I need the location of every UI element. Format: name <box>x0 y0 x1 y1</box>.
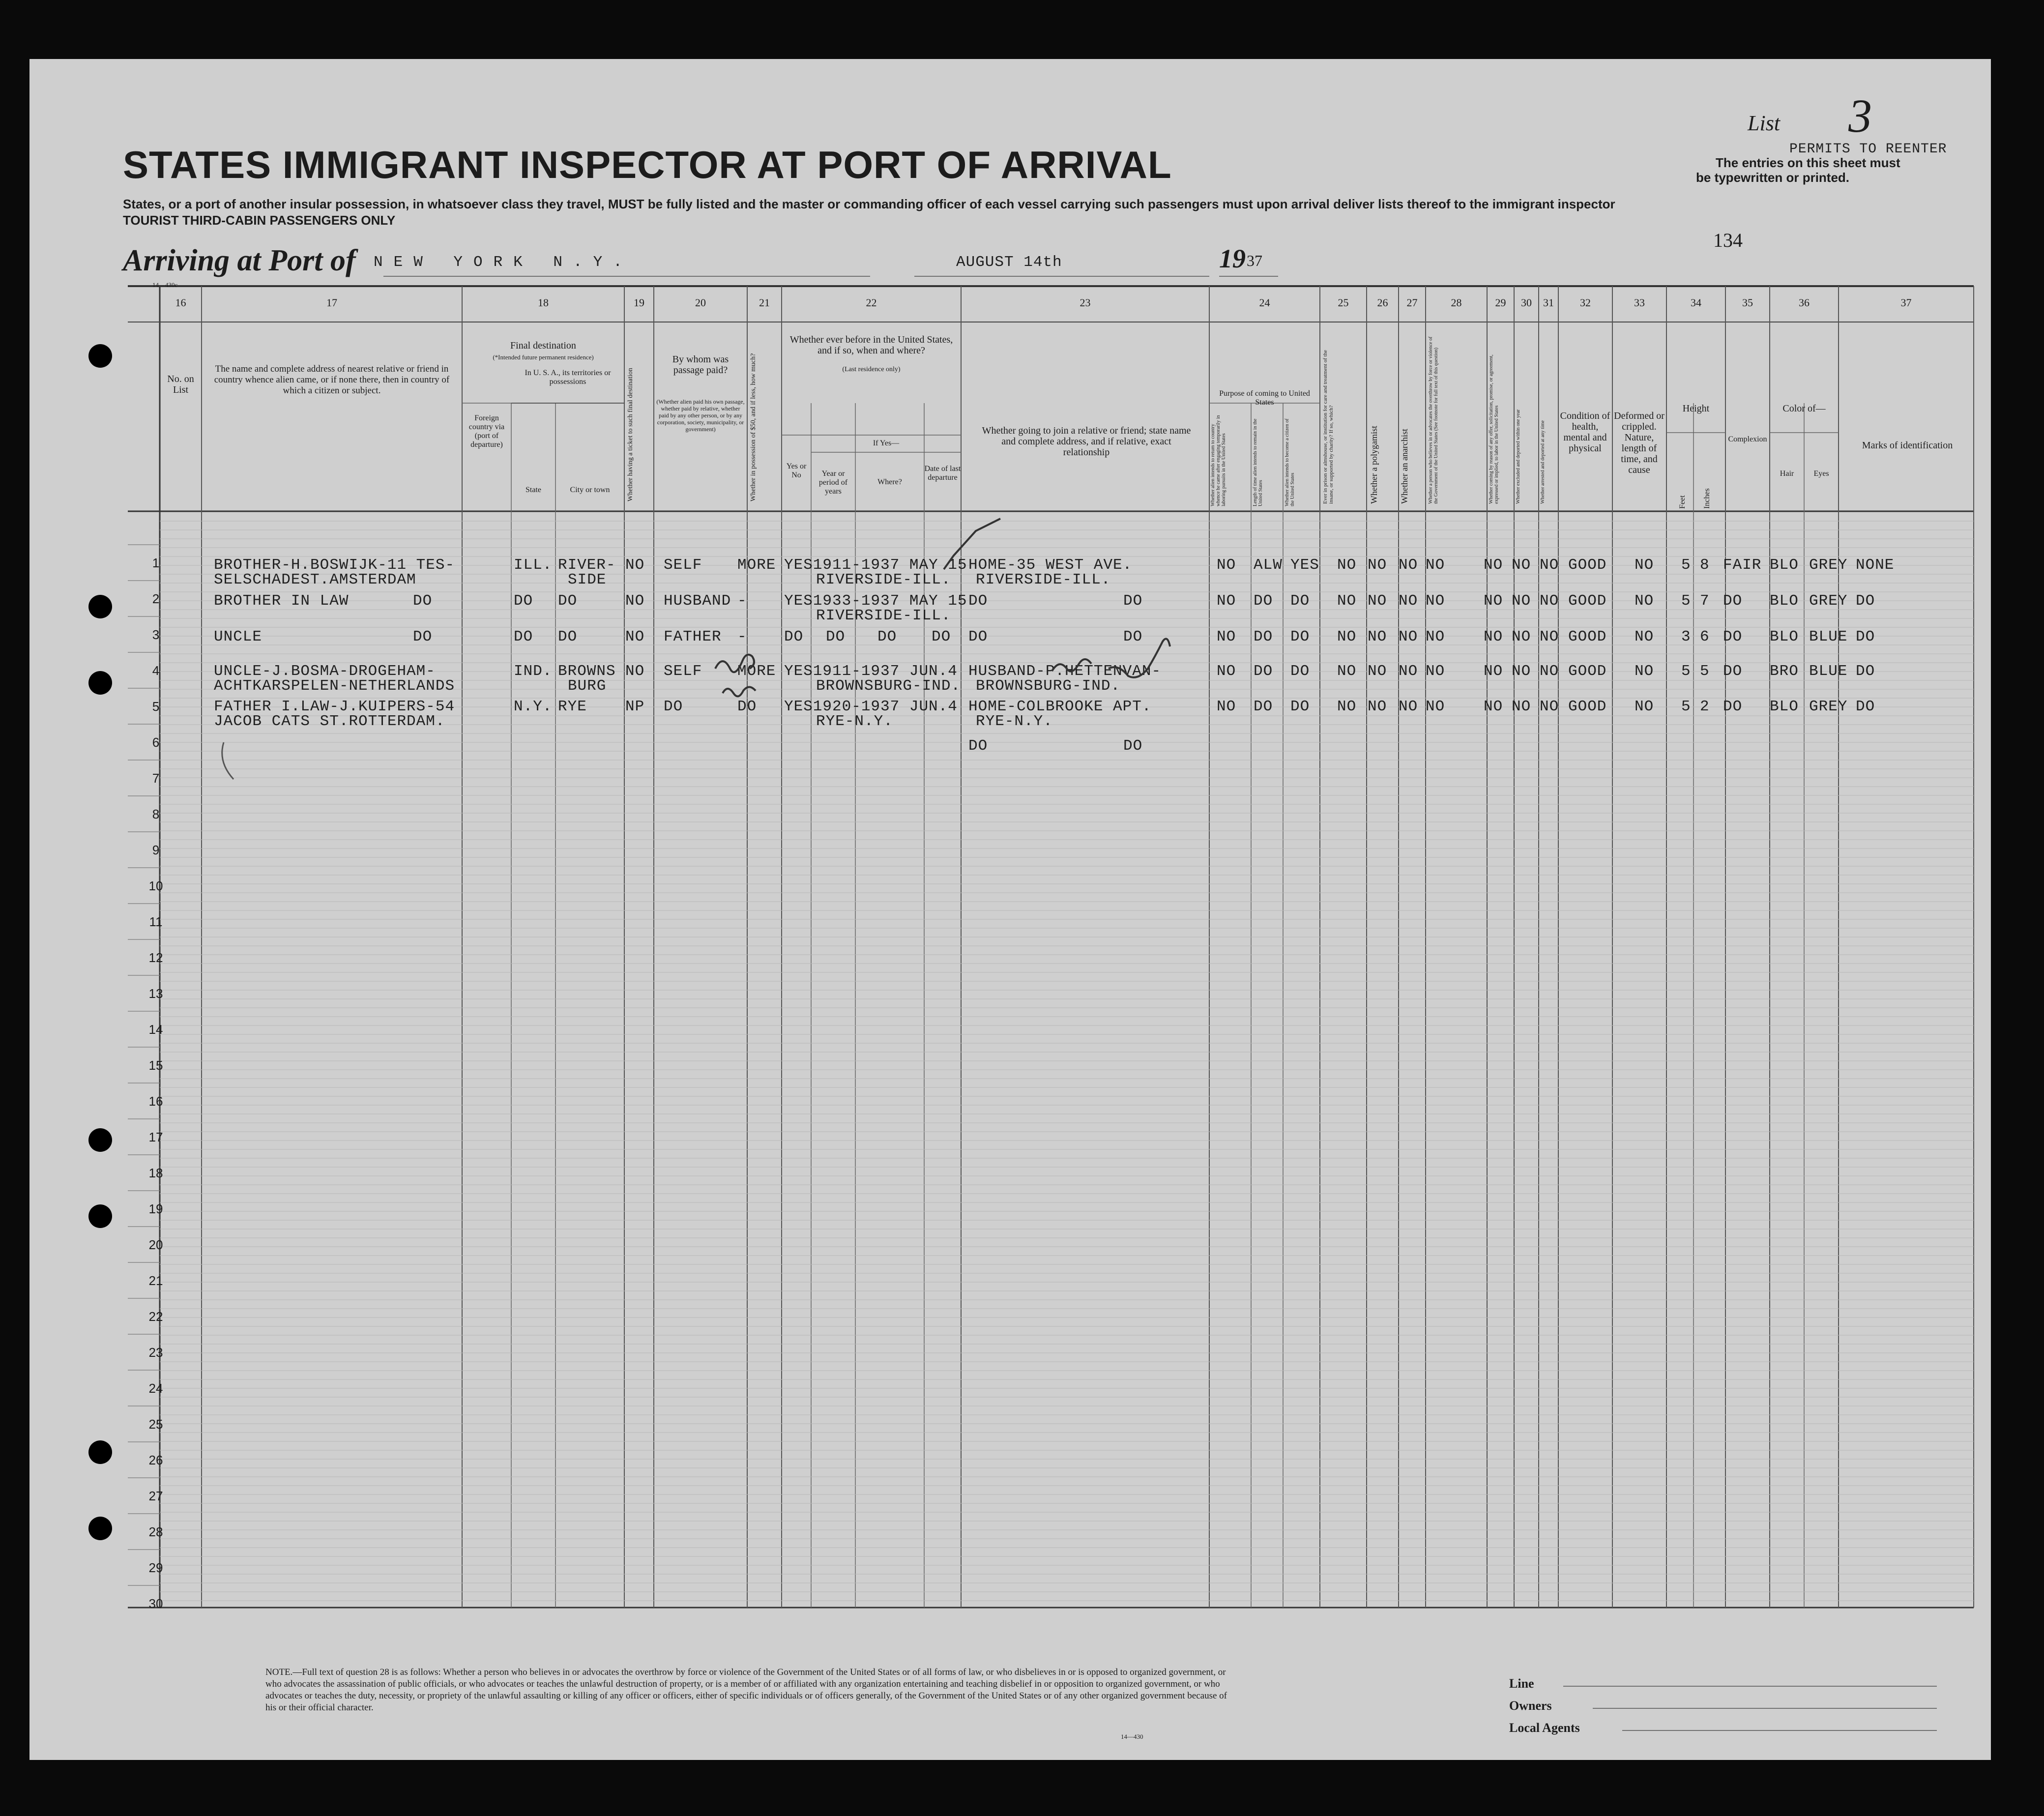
row-number: 6 <box>152 735 160 750</box>
row-number: 16 <box>148 1094 163 1109</box>
entry-length: DO <box>1254 663 1273 680</box>
column-number: 30 <box>1521 296 1532 309</box>
entry-city: DO <box>558 628 578 645</box>
column-number: 17 <box>326 296 337 309</box>
ruled-grid <box>29 59 1991 1760</box>
header-inches: Inches <box>1703 488 1711 509</box>
header-final-destination-sub: (*Intended future permanent residence) <box>493 353 594 361</box>
row-number: 2 <box>152 591 160 606</box>
entry-paid-by: SELF <box>664 663 702 680</box>
entry-prior-d: DO <box>932 628 951 645</box>
entry-c28: NO <box>1426 592 1445 610</box>
entry-citizen: DO <box>1290 592 1310 610</box>
entry-health: GOOD <box>1568 663 1607 680</box>
entry-citizen: DO <box>1290 698 1310 715</box>
row-number: 12 <box>148 950 163 965</box>
entry-ticket: NO <box>625 557 645 574</box>
header-purpose: Purpose of coming to United States <box>1219 389 1310 407</box>
entry-ret: NO <box>1217 628 1236 645</box>
header-purpose-a: Whether alien intends to return to country whence he came after engaging temporarily in laboring pursuits in the United States <box>1210 415 1226 506</box>
entry-anarch: NO <box>1399 663 1418 680</box>
column-number: 23 <box>1080 296 1091 309</box>
entry-hair: BLO <box>1770 698 1799 715</box>
entry-c28: NO <box>1426 698 1445 715</box>
header-purpose-c: Whether alien intends to become a citizen of the United States <box>1285 418 1295 506</box>
entry-city: RYE <box>558 698 587 715</box>
entry-paid-by: SELF <box>664 557 702 574</box>
entry-c29: NO <box>1484 663 1503 680</box>
header-where: Where? <box>877 478 902 486</box>
entry-prison: NO <box>1337 557 1357 574</box>
row-number: 23 <box>148 1345 163 1360</box>
binder-hole <box>88 1204 112 1228</box>
header-ever-before-sub: (Last residence only) <box>842 366 901 373</box>
manifest-sheet <box>29 59 1991 1760</box>
entry-join: HUSBAND-P.HETTENVAN- <box>968 663 1162 680</box>
column-number: 22 <box>866 296 877 309</box>
entry-c31: NO <box>1540 628 1559 645</box>
header-in-usa: In U. S. A., its territories or possessions <box>525 369 611 386</box>
entry-health: GOOD <box>1568 628 1607 645</box>
entry-prior: YES1933-1937 MAY 15 <box>784 592 967 610</box>
column-number: 28 <box>1451 296 1462 309</box>
header-state: State <box>526 486 541 494</box>
entry-feet: 5 <box>1681 698 1691 715</box>
entry-money: MORE <box>737 663 776 680</box>
entry-money: MORE <box>737 557 776 574</box>
binder-hole <box>88 1517 112 1540</box>
entry-c30: NO <box>1512 628 1531 645</box>
footnote-question-28: NOTE.—Full text of question 28 is as follows: Whether a person who believes in or advocates the overthrow by force or violence of the Government of the United States or of all forms of law, or who disbelieves in or is opposed to organized government, or who advocates the assassination of public officials, or who advocates or teaches the unlawful destruction of property, or is a member of or affiliated with any organization entertaining and teaching disbelief in or opposition to organized government, or who advocates or teaches the duty, necessity, or propriety of the unlawful assaulting or killing of any officer or officers, either of specific individuals or of officers generally, of the Government of the United States or of any other organized government because of his or their official character. <box>265 1667 1227 1713</box>
column-number: 25 <box>1338 296 1349 309</box>
entry-prior: YES1911-1937 MAY 15 <box>784 557 967 574</box>
date-value: AUGUST 14th <box>956 254 1062 271</box>
entry-relative2: SELSCHADEST.AMSTERDAM <box>214 571 416 588</box>
binder-hole <box>88 671 112 695</box>
entry-c30: NO <box>1512 592 1531 610</box>
entry-state: ILL. <box>514 557 553 574</box>
column-number: 27 <box>1406 296 1418 309</box>
row-number: 1 <box>152 556 160 570</box>
entry-prior2: RYE-N.Y. <box>816 713 893 730</box>
entry-eyes: BLUE <box>1809 663 1848 680</box>
row-number: 9 <box>152 843 160 857</box>
row-number: 5 <box>152 699 160 714</box>
entry-ticket: NP <box>625 698 645 715</box>
entry-join-do: DO <box>1123 628 1143 645</box>
entry-inches: 7 <box>1700 592 1710 610</box>
header-eyes: Eyes <box>1813 469 1829 478</box>
row-number: 28 <box>148 1524 163 1539</box>
entry-hair: BLO <box>1770 592 1799 610</box>
entry-city: BROWNS <box>558 663 616 680</box>
entry-citizen: DO <box>1290 663 1310 680</box>
header-complexion: Complexion <box>1728 435 1767 443</box>
header-marks: Marks of identification <box>1862 440 1953 451</box>
owners-label: Owners <box>1509 1699 1552 1713</box>
column-number: 24 <box>1259 296 1270 309</box>
instruction-text: States, or a port of another insular possession, in whatsoever class they travel, MUST be fully listed and the master or commanding officer of each vessel carrying such passengers must upon arrival deliver lists thereof to the immigrant inspector <box>123 197 1615 211</box>
column-number: 21 <box>759 296 770 309</box>
entry-state: DO <box>514 592 533 610</box>
row-number: 3 <box>152 627 160 642</box>
entry-c31: NO <box>1540 698 1559 715</box>
entry-hair: BLO <box>1770 628 1799 645</box>
column-number: 35 <box>1742 296 1753 309</box>
entry-citizen: YES <box>1290 557 1319 574</box>
entry-ticket: NO <box>625 628 645 645</box>
row-number: 24 <box>148 1381 163 1396</box>
entry-eyes: BLUE <box>1809 628 1848 645</box>
row-number: 19 <box>148 1201 163 1216</box>
entry-deformed: NO <box>1635 628 1654 645</box>
column-number: 32 <box>1580 296 1591 309</box>
line-label: Line <box>1509 1676 1534 1691</box>
entry-anarch: NO <box>1399 698 1418 715</box>
entry-city2: SIDE <box>568 571 607 588</box>
column-number: 16 <box>175 296 186 309</box>
entry-health: GOOD <box>1568 557 1607 574</box>
permits-text: PERMITS TO REENTER <box>1789 142 1947 157</box>
entry-join-do: DO <box>1123 737 1143 755</box>
entry-c28: NO <box>1426 628 1445 645</box>
header-col29: Whether coming by reason of any offer, solicitation, promise, or agreement, expressed or implied, to labor in the United States <box>1489 354 1499 504</box>
entry-relative: FATHER I.LAW-J.KUIPERS-54 <box>214 698 455 715</box>
header-col31: Whether arrested and deported at any time <box>1540 420 1546 504</box>
entry-prior-c: DO <box>877 628 897 645</box>
entry-complexion: FAIR <box>1723 557 1762 574</box>
header-if-yes: If Yes— <box>873 439 900 447</box>
entry-inches: 5 <box>1700 663 1710 680</box>
header-condition: Condition of health, mental and physical <box>1560 410 1610 454</box>
row-number: 22 <box>148 1309 163 1324</box>
entry-relative2: ACHTKARSPELEN-NETHERLANDS <box>214 677 455 695</box>
header-by-whom: By whom was passage paid? <box>672 354 729 376</box>
entry-polyg: NO <box>1368 628 1387 645</box>
entry-marks: DO <box>1856 628 1875 645</box>
entry-hair: BRO <box>1770 663 1799 680</box>
entry-complexion: DO <box>1723 698 1743 715</box>
port-value: NEW YORK N.Y. <box>374 254 633 271</box>
entry-anarch: NO <box>1399 628 1418 645</box>
entry-c29: NO <box>1484 698 1503 715</box>
entry-length: ALW <box>1254 557 1283 574</box>
entry-length: DO <box>1254 592 1273 610</box>
entry-inches: 2 <box>1700 698 1710 715</box>
binder-hole <box>88 595 112 618</box>
entry-join: HOME-35 WEST AVE. <box>968 557 1133 574</box>
entry-relative: BROTHER IN LAW <box>214 592 349 610</box>
column-number: 31 <box>1543 296 1554 309</box>
header-col30: Whether excluded and deported within one year <box>1516 409 1521 504</box>
entry-ticket: NO <box>625 592 645 610</box>
entry-polyg: NO <box>1368 663 1387 680</box>
header-relative-address: The name and complete address of nearest relative or friend in country whence alien came, or if none there, then in country of which a citizen or subject. <box>214 364 450 396</box>
entry-paid-by: FATHER <box>664 628 722 645</box>
page-number: 134 <box>1713 229 1743 251</box>
entry-polyg: NO <box>1368 557 1387 574</box>
entry-prior2: BROWNSBURG-IND. <box>816 677 961 695</box>
column-number: 33 <box>1634 296 1645 309</box>
row-number: 27 <box>148 1489 163 1503</box>
entry-prison: NO <box>1337 628 1357 645</box>
page-title: STATES IMMIGRANT INSPECTOR AT PORT OF ARRIVAL <box>123 143 1172 186</box>
entry-money: - <box>737 592 747 610</box>
entry-ret: NO <box>1217 698 1236 715</box>
entry-ret: NO <box>1217 592 1236 610</box>
entry-prior: YES1911-1937 JUN.4 <box>784 663 958 680</box>
entry-complexion: DO <box>1723 592 1743 610</box>
header-possession: Whether in possession of $50, and if less, how much? <box>750 353 757 501</box>
entry-join2: RIVERSIDE-ILL. <box>976 571 1111 588</box>
entry-deformed: NO <box>1635 592 1654 610</box>
entry-join: HOME-COLBROOKE APT. <box>968 698 1152 715</box>
list-number: 3 <box>1848 89 1872 142</box>
entry-relative2: JACOB CATS ST.ROTTERDAM. <box>214 713 445 730</box>
header-final-destination: Final destination <box>510 340 576 351</box>
entry-deformed: NO <box>1635 663 1654 680</box>
binder-hole <box>88 1128 112 1152</box>
header-year-period: Year or period of years <box>818 469 848 496</box>
entry-polyg: NO <box>1368 698 1387 715</box>
entry-health: GOOD <box>1568 592 1607 610</box>
entry-health: GOOD <box>1568 698 1607 715</box>
header-join-relative: Whether going to join a relative or friend; state name and complete address, and if relative, exact relationship <box>982 425 1191 458</box>
entry-inches: 6 <box>1700 628 1710 645</box>
entry-state: IND. <box>514 663 553 680</box>
header-yes-or-no: Yes or No <box>786 462 807 479</box>
entry-city2: BURG <box>568 677 607 695</box>
binder-hole <box>88 1440 112 1464</box>
entry-deformed: NO <box>1635 557 1654 574</box>
row-number: 13 <box>148 986 163 1001</box>
header-color-of: Color of— <box>1782 403 1826 414</box>
entry-relative: UNCLE-J.BOSMA-DROGEHAM- <box>214 663 436 680</box>
entry-feet: 5 <box>1681 557 1691 574</box>
entry-feet: 3 <box>1681 628 1691 645</box>
row-number: 17 <box>148 1130 163 1144</box>
entry-deformed: NO <box>1635 698 1654 715</box>
column-number: 18 <box>538 296 549 309</box>
entry-feet: 5 <box>1681 663 1691 680</box>
year-suffix: 37 <box>1247 252 1262 269</box>
entry-relative: UNCLE <box>214 628 263 645</box>
header-ticket: Whether having a ticket to such final destination <box>627 368 634 501</box>
row-number: 20 <box>148 1237 163 1252</box>
entry-rel-do: DO <box>413 592 433 610</box>
row-number: 15 <box>148 1058 163 1073</box>
entry-paid-by: HUSBAND <box>664 592 731 610</box>
column-number: 37 <box>1900 296 1912 309</box>
typewritten-note-1: The entries on this sheet must <box>1716 155 1900 170</box>
row-number: 25 <box>148 1417 163 1432</box>
entry-prior: DO <box>784 628 804 645</box>
entry-marks: DO <box>1856 698 1875 715</box>
entry-length: DO <box>1254 698 1273 715</box>
entry-prior2: RIVERSIDE-ILL. <box>816 571 951 588</box>
row-number: 29 <box>148 1560 163 1575</box>
entry-ret: NO <box>1217 557 1236 574</box>
entry-eyes: GREY <box>1809 698 1848 715</box>
entry-citizen: DO <box>1290 628 1310 645</box>
entry-eyes: GREY <box>1809 592 1848 610</box>
entry-money: - <box>737 628 747 645</box>
entry-money: DO <box>737 698 757 715</box>
column-number: 29 <box>1495 296 1506 309</box>
binder-hole <box>88 344 112 368</box>
entry-c31: NO <box>1540 592 1559 610</box>
entry-prior2: RIVERSIDE-ILL. <box>816 607 951 624</box>
entry-c30: NO <box>1512 557 1531 574</box>
form-code-top: 14—430c <box>152 281 178 289</box>
local-agents-label: Local Agents <box>1509 1721 1580 1735</box>
entry-join: DO <box>968 592 988 610</box>
row-number: 8 <box>152 807 160 821</box>
header-deformed: Deformed or crippled. Nature, length of time, and cause <box>1614 410 1664 475</box>
entry-c29: NO <box>1484 592 1503 610</box>
entry-prior-b: DO <box>826 628 846 645</box>
entry-city: RIVER- <box>558 557 616 574</box>
entry-polyg: NO <box>1368 592 1387 610</box>
header-height: Height <box>1682 403 1710 414</box>
entry-join2: BROWNSBURG-IND. <box>976 677 1121 695</box>
entry-anarch: NO <box>1399 557 1418 574</box>
row-number: 18 <box>148 1166 163 1180</box>
typewritten-note-2: be typewritten or printed. <box>1696 170 1850 185</box>
entry-c28: NO <box>1426 557 1445 574</box>
entry-prison: NO <box>1337 663 1357 680</box>
entry-marks: DO <box>1856 592 1875 610</box>
column-number: 34 <box>1691 296 1701 309</box>
column-number: 26 <box>1377 296 1388 309</box>
entry-paid-by: DO <box>664 698 683 715</box>
entry-c31: NO <box>1540 557 1559 574</box>
entry-state: DO <box>514 628 533 645</box>
row-number: 11 <box>149 914 163 929</box>
entry-rel-do: DO <box>413 628 433 645</box>
entry-city: DO <box>558 592 578 610</box>
entry-anarch: NO <box>1399 592 1418 610</box>
entry-length: DO <box>1254 628 1273 645</box>
entry-join: DO <box>968 737 988 755</box>
header-by-whom-sub: (Whether alien paid his own passage, whether paid by relative, whether paid by any other person, or by any corporation, society, municipality, or government) <box>656 398 745 433</box>
entry-c28: NO <box>1426 663 1445 680</box>
entry-join-do: DO <box>1123 592 1143 610</box>
header-date-last: Date of last departure <box>924 465 961 482</box>
row-number: 26 <box>148 1453 163 1467</box>
entry-ticket: NO <box>625 663 645 680</box>
entry-join2: RYE-N.Y. <box>976 713 1053 730</box>
header-hair: Hair <box>1780 469 1794 478</box>
header-no-on-list: No. on List <box>167 374 194 395</box>
entry-complexion: DO <box>1723 663 1743 680</box>
entry-eyes: GREY <box>1809 557 1848 574</box>
entry-c29: NO <box>1484 628 1503 645</box>
entry-marks: NONE <box>1856 557 1895 574</box>
header-anarchist: Whether an anarchist <box>1400 429 1409 504</box>
header-polygamist: Whether a polygamist <box>1369 426 1379 504</box>
header-city: City or town <box>570 486 610 494</box>
column-number: 36 <box>1799 296 1810 309</box>
entry-ret: NO <box>1217 663 1236 680</box>
entry-c29: NO <box>1484 557 1503 574</box>
entry-c30: NO <box>1512 663 1531 680</box>
header-feet: Feet <box>1678 495 1687 509</box>
entry-inches: 8 <box>1700 557 1710 574</box>
entry-relative: BROTHER-H.BOSWIJK-11 TES- <box>214 557 455 574</box>
entry-hair: BLO <box>1770 557 1799 574</box>
list-label: List <box>1748 111 1781 135</box>
passenger-class-text: TOURIST THIRD-CABIN PASSENGERS ONLY <box>123 213 396 228</box>
entry-state: N.Y. <box>514 698 553 715</box>
year-prefix: 19 <box>1219 244 1246 273</box>
row-number: 10 <box>148 879 163 893</box>
row-number: 4 <box>152 663 160 678</box>
column-number: 20 <box>695 296 706 309</box>
entry-c31: NO <box>1540 663 1559 680</box>
column-number: 19 <box>634 296 644 309</box>
entry-join: DO <box>968 628 988 645</box>
row-number: 21 <box>148 1273 163 1288</box>
entry-complexion: DO <box>1723 628 1743 645</box>
row-number: 30 <box>148 1596 163 1611</box>
entry-prior: YES1920-1937 JUN.4 <box>784 698 958 715</box>
header-foreign-country: Foreign country via (port of departure) <box>468 414 505 449</box>
row-number: 14 <box>148 1022 163 1037</box>
entry-c30: NO <box>1512 698 1531 715</box>
header-col28: Whether a person who believes in or advocates the overthrow by force or violence of the Government of the United States (See footnote for full text of this question) <box>1428 336 1439 504</box>
header-purpose-b: Length of time alien intends to remain in the United States <box>1253 418 1263 506</box>
entry-prison: NO <box>1337 592 1357 610</box>
arriving-label: Arriving at Port of <box>123 244 356 277</box>
header-ever-before: Whether ever before in the United States, and if so, when and where? <box>789 334 953 356</box>
row-number: 7 <box>152 771 160 786</box>
header-col25: Ever in prison or almshouse, or institution for care and treatment of the insane, or supported by charity? If so, which? <box>1322 350 1334 504</box>
entry-marks: DO <box>1856 663 1875 680</box>
entry-feet: 5 <box>1681 592 1691 610</box>
form-code-bottom: 14—430 <box>1121 1733 1143 1740</box>
entry-prison: NO <box>1337 698 1357 715</box>
